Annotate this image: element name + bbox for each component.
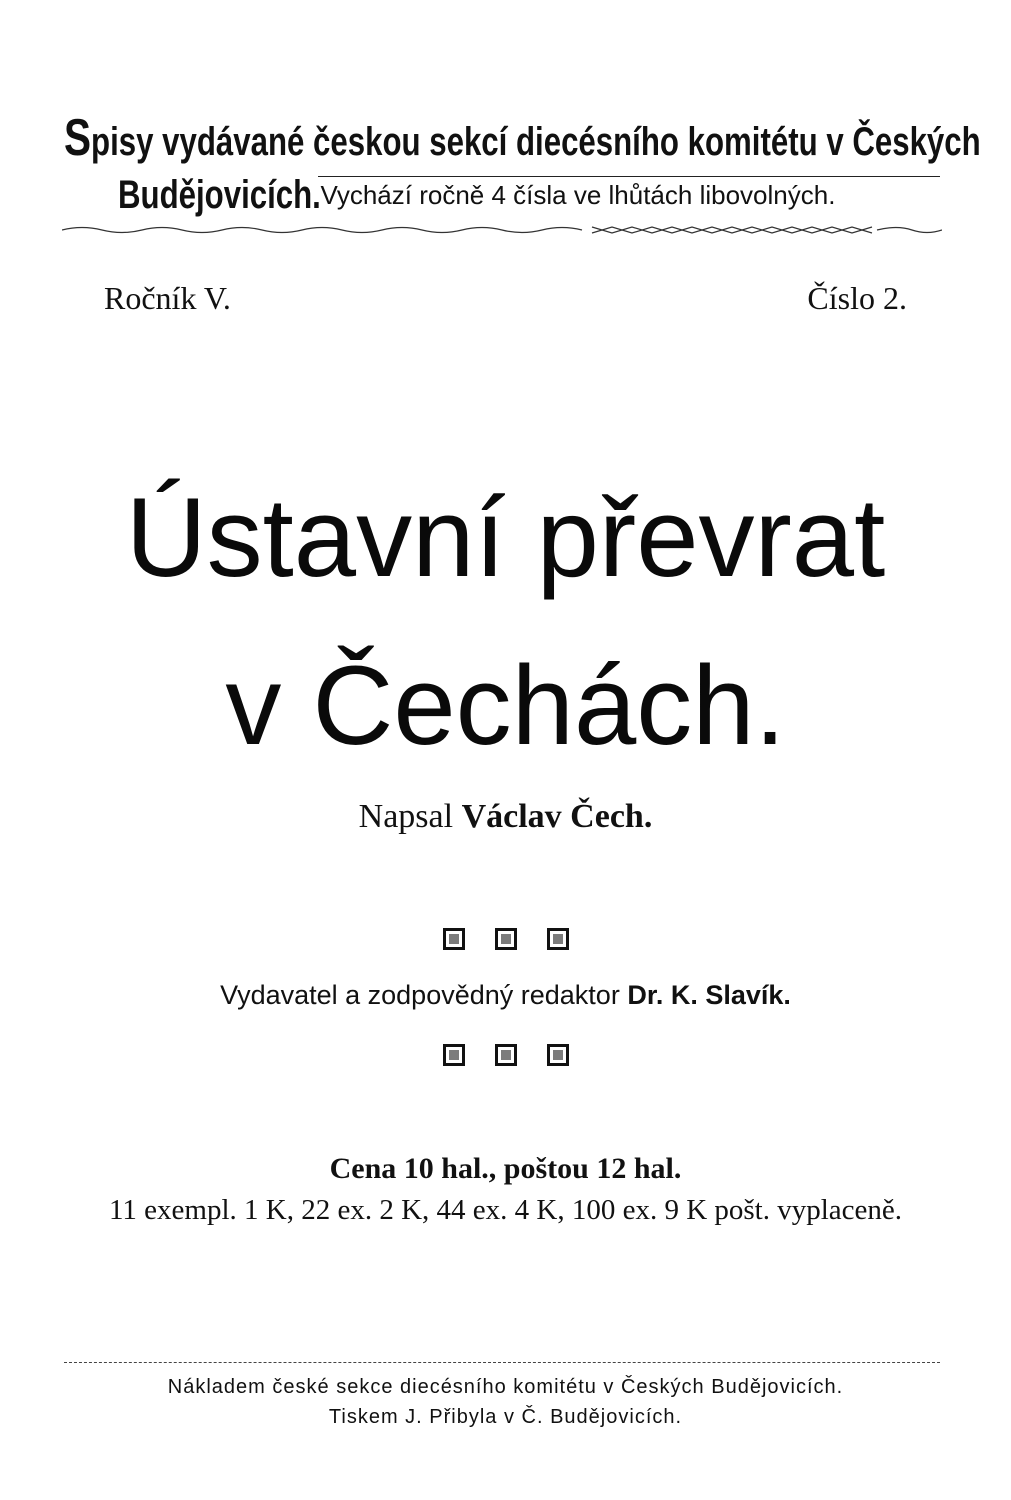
issue-number: Číslo 2. (807, 280, 907, 316)
publisher-line: Nákladem české sekce diecésního komitétu v Českých Budějovicích. (167, 1376, 844, 1398)
author-name: Václav Čech. (461, 798, 653, 835)
series-heading (64, 109, 981, 168)
square-ornament-bottom (0, 1044, 1011, 1071)
series-subheading (118, 172, 835, 218)
printer-line: Tiskem J. Přibyla v Č. Budějovicích. (328, 1406, 683, 1428)
price-line: Cena 10 hal., poštou 12 hal. (329, 1152, 682, 1185)
square-ornament-icon (547, 928, 569, 950)
series-place: Budějovicích. (118, 173, 321, 217)
bulk-price-line: 11 exempl. 1 K, 22 ex. 2 K, 44 ex. 4 K, 100 ex. 9 K pošt. vyplaceně. (108, 1194, 903, 1226)
square-ornament-icon (495, 1044, 517, 1066)
editor-line (0, 980, 1011, 1011)
series-dropcap: S (64, 109, 92, 167)
author-prefix: Napsal (358, 798, 454, 835)
editor-name: Dr. K. Slavík. (627, 980, 791, 1010)
editor-prefix: Vydavatel a zodpovědný redaktor (220, 980, 620, 1010)
volume-number: Ročník V. (104, 280, 231, 316)
ornament-divider (62, 224, 942, 236)
footer-rule (64, 1362, 940, 1363)
square-ornament-icon (547, 1044, 569, 1066)
series-heading-text: pisy vydávané českou sekcí diecésního komitétu v Českých (91, 120, 981, 164)
title-line-2: v Čechách. (225, 643, 786, 768)
square-ornament-icon (443, 1044, 465, 1066)
square-ornament-top (0, 928, 1011, 955)
author-line (0, 798, 1011, 836)
square-ornament-icon (495, 928, 517, 950)
series-frequency-note: Vychází ročně 4 čísla ve lhůtách libovolných. (320, 180, 836, 210)
title-line-1: Ústavní převrat (125, 475, 886, 600)
square-ornament-icon (443, 928, 465, 950)
